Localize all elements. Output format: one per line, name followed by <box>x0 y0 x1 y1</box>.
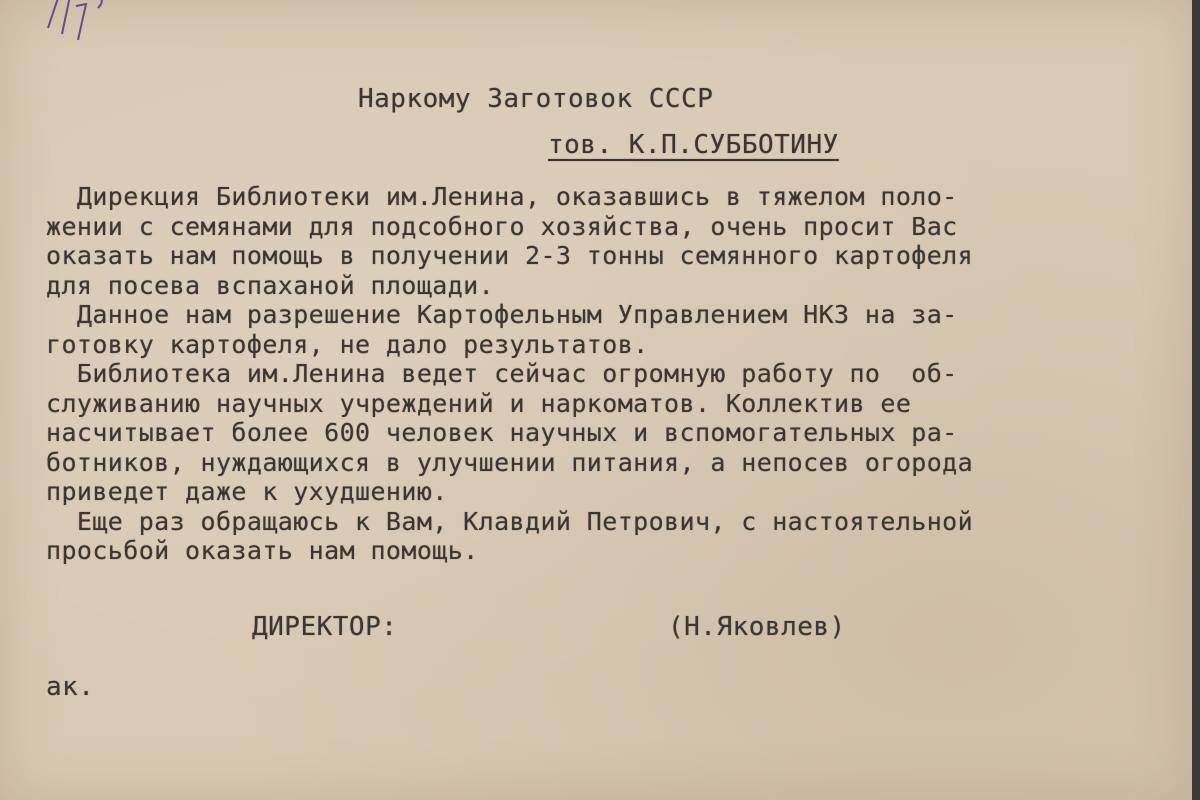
body-line: Дирекция Библиотеки им.Ленина, оказавшись в тяжелом поло- <box>46 182 958 211</box>
body-line: готовку картофеля, не дало результатов. <box>46 329 649 359</box>
body-line: просьбой оказать нам помощь. <box>46 536 479 565</box>
body-line: насчитывает более 600 человек научных и вспомогательных ра- <box>46 418 958 447</box>
signature-title: ДИРЕКТОР: <box>252 612 398 642</box>
body-line: приведет даже к ухудшению. <box>46 477 448 506</box>
body-line: Еще раз обращаюсь к Вам, Клавдий Петрович, с настоятельной <box>46 506 974 536</box>
body-line: служиванию научных учреждений и наркоматов. Коллектив ее <box>46 388 912 418</box>
body-line: Данное нам разрешение Картофельным Управлением НКЗ на за- <box>46 300 958 329</box>
addressee-line-1: Наркому Заготовок СССР <box>358 84 714 114</box>
body-line: жении с семянами для подсобного хозяйства, очень просит Вас <box>46 211 958 241</box>
body-line: для посева вспаханой площади. <box>46 270 495 300</box>
typist-initials: ак. <box>46 672 95 702</box>
addressee-line-2: тов. К.П.СУББОТИНУ <box>548 130 839 160</box>
signature-name: (Н.Яковлев) <box>668 612 846 642</box>
letter-body <box>46 182 1176 566</box>
body-line: оказать нам помощь в получении 2-3 тонны семянного картофеля <box>46 241 974 270</box>
body-line: Библиотека им.Ленина ведет сейчас огромную работу по об- <box>46 359 958 388</box>
archive-number-mark <box>40 0 120 54</box>
scan-edge <box>1192 0 1200 800</box>
body-line: ботников, нуждающихся в улучшении питания, а непосев огорода <box>46 447 974 477</box>
